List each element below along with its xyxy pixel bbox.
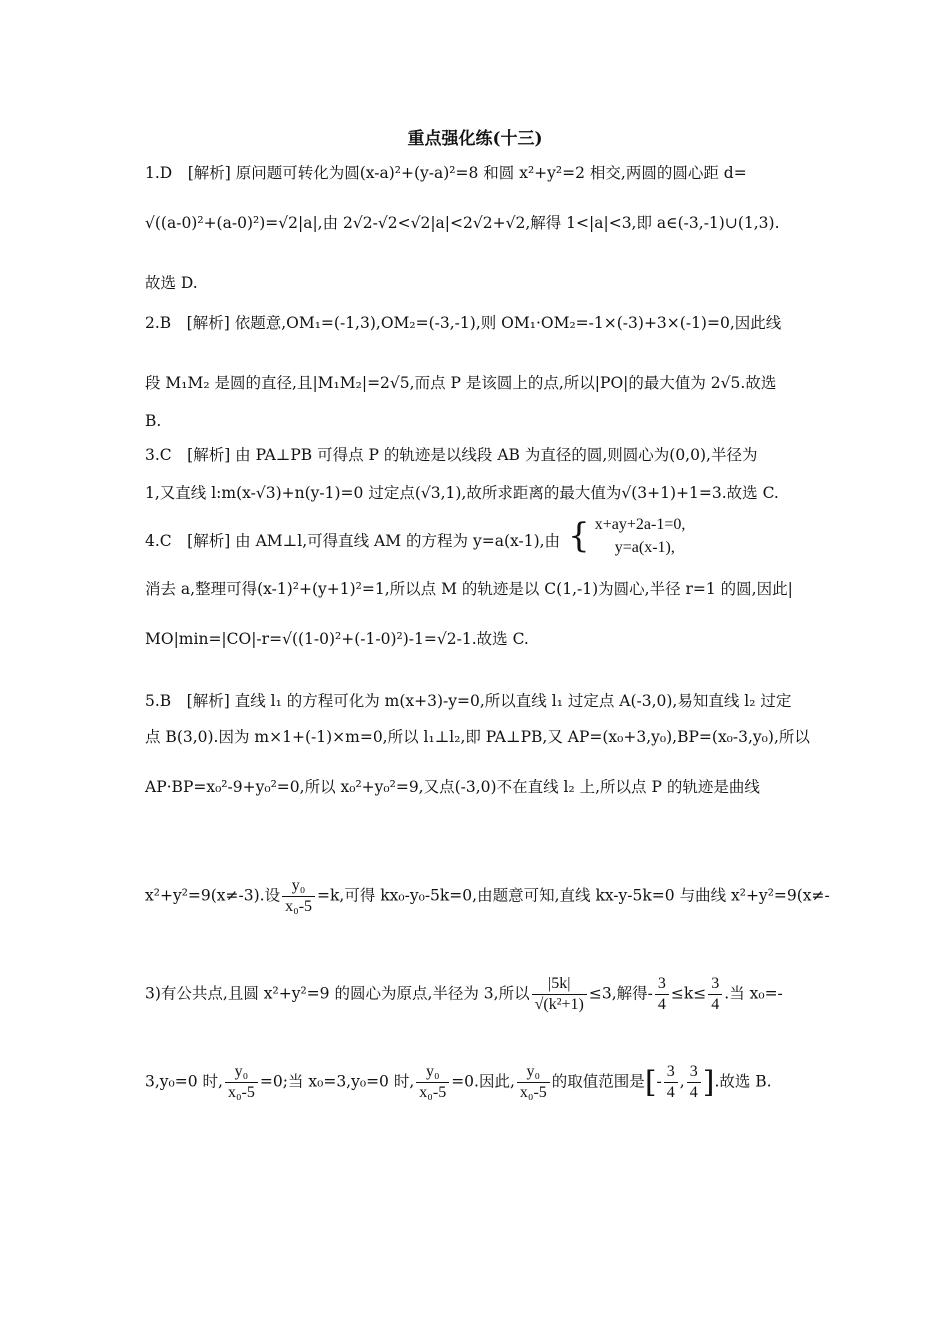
solution-5-line-3: AP·BP=x₀²-9+y₀²=0,所以 x₀²+y₀²=9,又点(-3,0)不在直线 l₂ 上,所以点 P 的轨迹是曲线 xyxy=(145,778,760,796)
solution-1-line-2: √((a-0)²+(a-0)²)=√2|a|,由 2√2-√2<√2|a|<2√2+√2,解得 1<|a|<3,即 a∈(-3,-1)∪(1,3). xyxy=(145,214,780,232)
text-segment: 的取值范围是 xyxy=(551,1072,645,1091)
solution-5-line-2: 点 B(3,0).因为 m×1+(-1)×m=0,所以 l₁⊥l₂,即 PA⊥PB,又 AP=(x₀+3,y₀),BP=(x₀-3,y₀),所以 xyxy=(145,728,810,746)
fraction-3-over-4: $\frac{3}{4}$ xyxy=(664,1062,678,1103)
right-bracket-icon: ] xyxy=(702,1064,715,1100)
text-segment: x²+y²=9(x≠-3).设 xyxy=(145,886,281,905)
text-segment: ≤3,解得- xyxy=(588,984,653,1003)
text-segment: =k,可得 kx₀-y₀-5k=0,由题意可知,直线 kx-y-5k=0 与曲线 x²+y²=9(x≠- xyxy=(317,886,830,905)
solution-1-line-3: 故选 D. xyxy=(145,274,198,292)
system-row-2: y=a(x-1), xyxy=(614,539,675,556)
fraction-y0-over-x0-5: $\frac{\text{y₀}}{\text{x₀-5}}$ xyxy=(225,1062,258,1103)
solution-4-line-2: 消去 a,整理可得(x-1)²+(y+1)²=1,所以点 M 的轨迹是以 C(1,-1)为圆心,半径 r=1 的圆,因此| xyxy=(145,580,793,598)
system-row-1: x+ay+2a-1=0, xyxy=(594,516,686,533)
left-bracket-icon: [ xyxy=(644,1064,657,1100)
text-segment: ≤k≤ xyxy=(670,984,707,1003)
text-segment: 3)有公共点,且圆 x²+y²=9 的圆心为原点,半径为 3,所以 xyxy=(145,984,530,1003)
text-segment: 3,y₀=0 时, xyxy=(145,1072,223,1091)
page-title: 重点强化练(十三) xyxy=(407,129,543,149)
fraction-y0-over-x0-5: $\frac{\text{y₀}}{\text{x₀-5}}$ xyxy=(416,1062,449,1103)
minus-sign: - xyxy=(656,1072,662,1091)
solution-5-line-6: 3,y₀=0 时, $\frac{\text{y₀}}{\text{x₀-5}}$ =0;当 x₀=3,y₀=0 时, $\frac{\text{y₀}}{\text{x₀-5}}$ =0.因此, $\frac{\text{y₀}}{\text{x₀-5}}$ 的取值范围是[- $\frac{3}{4}$ , $\frac{3}{4}$ ].故选 B. xyxy=(145,1063,772,1101)
fraction-3-over-4: $\frac{3}{4}$ xyxy=(708,974,722,1015)
solution-2-line-2: 段 M₁M₂ 是圆的直径,且|M₁M₂|=2√5,而点 P 是该圆上的点,所以|PO|的最大值为 2√5.故选 xyxy=(145,374,777,392)
equation-system xyxy=(568,513,685,559)
solution-2-line-1: 2.B [解析] 依题意,OM₁=(-1,3),OM₂=(-3,-1),则 OM₁·OM₂=-1×(-3)+3×(-1)=0,因此线 xyxy=(145,314,782,332)
solution-5-line-4 xyxy=(145,876,830,917)
solution-3-line-2: 1,又直线 l:m(x-√3)+n(y-1)=0 过定点(√3,1),故所求距离的最大值为√(3+1)+1=3.故选 C. xyxy=(145,484,779,502)
fraction-y0-over-x0-5: $\frac{\text{y₀}}{\text{x₀-5}}$ xyxy=(517,1062,550,1103)
text-segment: =0.因此, xyxy=(451,1072,515,1091)
solution-3-line-1: 3.C [解析] 由 PA⊥PB 可得点 P 的轨迹是以线段 AB 为直径的圆,则圆心为(0,0),半径为 xyxy=(145,446,758,464)
solution-4-text: 4.C [解析] 由 AM⊥l,可得直线 AM 的方程为 y=a(x-1),由 xyxy=(145,532,561,550)
fraction-3-over-4: $\frac{3}{4}$ xyxy=(655,974,669,1015)
fraction-y0-over-x0-5: $\frac{\text{y₀}}{\text{x₀-5}}$ xyxy=(282,876,315,917)
fraction-3-over-4: $\frac{3}{4}$ xyxy=(687,1062,701,1103)
solution-2-line-3: B. xyxy=(145,412,162,430)
text-segment: =0;当 x₀=3,y₀=0 时, xyxy=(259,1072,415,1091)
solution-4-line-3: MO|min=|CO|-r=√((1-0)²+(-1-0)²)-1=√2-1.故选 C. xyxy=(145,630,529,648)
left-brace-icon: { xyxy=(568,516,590,556)
text-segment: .故选 B. xyxy=(714,1072,772,1091)
solution-1-line-1: 1.D [解析] 原问题可转化为圆(x-a)²+(y-a)²=8 和圆 x²+y²=2 相交,两圆的圆心距 d= xyxy=(145,164,747,182)
solution-5-line-5 xyxy=(145,974,805,1015)
solution-4-line-1 xyxy=(145,530,805,552)
text-segment: .当 x₀=- xyxy=(724,984,783,1003)
fraction-5k-over-sqrt: $\frac{|5k|}{\text{√(k²+1)}}$ xyxy=(532,974,587,1015)
solution-5-line-1: 5.B [解析] 直线 l₁ 的方程可化为 m(x+3)-y=0,所以直线 l₁ 过定点 A(-3,0),易知直线 l₂ 过定 xyxy=(145,692,792,710)
